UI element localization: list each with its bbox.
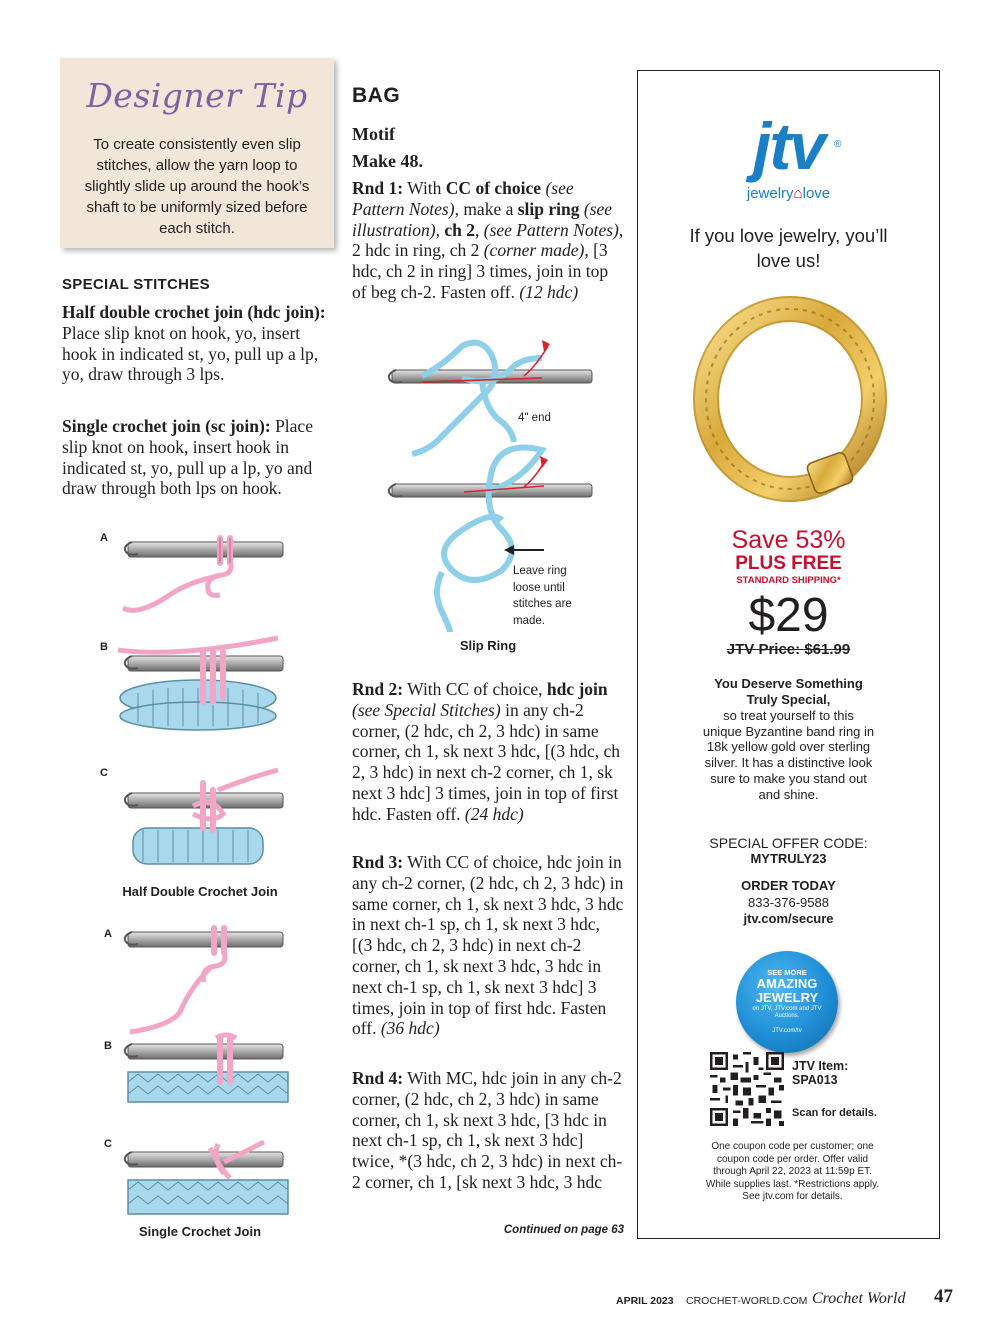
rnd4-label: Rnd 4: — [352, 1068, 404, 1088]
round-3-instructions — [352, 852, 624, 1039]
slip-ring-end-note: 4" end — [518, 412, 551, 424]
rnd1-bold: slip ring — [517, 198, 580, 219]
badge-sub: on JTV, JTV.com and JTV Auctions. — [752, 1006, 822, 1019]
hdc-join-caption: Half Double Crochet Join — [122, 884, 278, 899]
hdc-step-b-label: B — [100, 641, 108, 653]
jtv-item-heading: JTV Item: — [792, 1059, 849, 1073]
round-2-instructions — [352, 679, 624, 825]
free-shipping: STANDARD SHIPPING* — [736, 575, 841, 586]
rnd1-stitch-count: (12 hdc) — [519, 281, 579, 302]
order-today: ORDER TODAY — [741, 878, 836, 893]
sc-join-term: Single crochet join (sc join): — [62, 416, 271, 436]
rnd2-label: Rnd 2: — [352, 679, 404, 699]
rnd2-text: With CC of choice, — [403, 679, 547, 699]
ad-description: so treat yourself to this unique Byzantine band ring in 18k yellow gold over sterling silver. It has a distinctive look sure to make you stand out and shine. — [702, 708, 875, 802]
hdc-join-text: Place slip knot on hook, yo, insert hook in indicated st, yo, pull up a lp, yo, draw through 3 lps. — [62, 322, 319, 385]
rnd1-label: Rnd 1: — [352, 178, 404, 198]
sc-join-definition — [62, 416, 338, 499]
sc-step-b-label: B — [104, 1040, 112, 1052]
heart-icon: ⌂ — [793, 185, 803, 202]
designer-tip-title: Designer Tip — [86, 76, 308, 115]
rnd4-text: With MC, hdc join in any ch-2 corner, (2 hdc, ch 2, 3 hdc) in same corner, ch 1, sk next 3 hdc, [3 hdc in next ch-1 sp, ch 1, sk next 3 hdc] twice, *(3 hdc, ch 2, 3 hdc) in next ch-2 corner, ch 1, [sk next 3 hdc, 3 hdc — [352, 1068, 623, 1192]
rnd1-italic: (see illustration) — [352, 198, 613, 240]
sc-step-c-label: C — [104, 1138, 112, 1150]
ad-deserve-line: You Deserve Something Truly Special, — [714, 676, 863, 707]
rnd3-label: Rnd 3: — [352, 852, 404, 872]
rnd1-text: , make a — [454, 198, 518, 219]
hdc-step-b-illustration — [118, 638, 283, 730]
tagline-love: love — [802, 185, 831, 202]
rnd1-bold: CC of choice — [445, 178, 542, 198]
badge-main: AMAZING JEWELRY — [755, 976, 819, 1005]
hdc-join-definition — [62, 302, 338, 385]
rnd2-italic: (see Special Stitches) — [352, 699, 501, 720]
round-4-instructions — [352, 1068, 624, 1193]
scan-instruction: Scan for details. — [792, 1107, 877, 1119]
offer-code-label: SPECIAL OFFER CODE: — [709, 835, 868, 851]
rnd3-text: With CC of choice, hdc join in any ch-2 corner, (2 hdc, ch 2, 3 hdc) in same corner, ch 1, sk next 3 hdc, 3 hdc in next ch-1 sp, ch 1, sk next 3 hdc, [(3 hdc, ch 2, 3 hdc) in next ch-2 corner, ch 1, sk next 3 hdc, 3 hdc in next ch-1 sp, ch 1, sk next 3 hdc] 3 times, join in top of first hdc. Fasten off. — [352, 852, 624, 1039]
make-count: Make 48. — [352, 151, 423, 171]
ad-headline: If you love jewelry, you’ll love us! — [689, 225, 888, 271]
qr-code[interactable] — [710, 1052, 784, 1126]
designer-tip-text: To create consistently even slip stitches, allow the yarn loop to slightly slide up around the hook’s shaft to be uniformly sized before each stitch. — [84, 136, 310, 237]
jtv-tagline — [638, 185, 939, 202]
rnd3-stitch-count: (36 hdc) — [380, 1018, 440, 1039]
tagline-jewelry: jewelry — [746, 185, 794, 202]
gold-ring-image — [690, 289, 890, 509]
rnd1-italic: (see Pattern Notes) — [483, 219, 619, 240]
registered-mark: ® — [834, 139, 842, 150]
save-percent: Save 53% — [731, 526, 846, 554]
plus-free: PLUS FREE — [735, 553, 842, 574]
rnd1-italic: (corner made) — [483, 240, 585, 261]
jtv-item-code: SPA013 — [792, 1073, 838, 1087]
rnd1-italic: (see Pattern Notes) — [352, 178, 574, 219]
footer-issue-date: APRIL 2023 — [616, 1295, 674, 1307]
bag-heading: BAG — [352, 84, 401, 107]
order-phone[interactable]: 833-376-9588 — [748, 895, 829, 910]
sale-price: $29 — [748, 589, 829, 642]
rnd1-text: With — [403, 178, 446, 198]
jtv-item-label — [792, 1059, 848, 1087]
motif-heading: Motif — [352, 124, 395, 144]
continued-note: Continued on page 63 — [503, 1224, 624, 1236]
rnd2-stitch-count: (24 hdc) — [464, 803, 524, 824]
sc-step-c-illustration — [125, 1142, 288, 1214]
rnd1-text: , 2 hdc in ring, ch 2 — [352, 219, 624, 261]
rnd1-bold: ch 2 — [444, 219, 475, 240]
hdc-step-c-illustration — [125, 770, 283, 864]
round-1-instructions — [352, 178, 624, 303]
badge-url: JTV.com/tv — [772, 1028, 802, 1034]
hdc-join-diagram — [98, 528, 298, 878]
slip-ring-loose-note: Leave ring loose until stitches are made. — [513, 565, 572, 627]
see-more-badge[interactable] — [736, 951, 838, 1053]
sc-step-a-label: A — [104, 928, 112, 940]
footer-magazine-title: Crochet World — [812, 1290, 906, 1307]
sc-join-text: Place slip knot on hook, insert hook in indicated st, yo, pull up a lp, yo and draw through both lps on hook. — [62, 416, 313, 499]
page-number: 47 — [934, 1286, 953, 1307]
rnd2-text: in any ch-2 corner, (2 hdc, ch 2, 3 hdc) in same corner, ch 1, sk next 3 hdc, [(3 hdc, ch 2, 3 hdc) in next ch-2 corner, ch 1, sk next 3 hdc] 3 times, join in top of first hdc. Fasten off. — [352, 699, 621, 824]
sc-step-a-illustration — [125, 928, 283, 1032]
special-stitches-heading: SPECIAL STITCHES — [62, 276, 210, 293]
jtv-logo: jtv — [752, 109, 825, 183]
designer-tip-box — [60, 58, 334, 248]
hdc-step-a-label: A — [100, 532, 108, 544]
slip-ring-step-1-illustration — [389, 340, 592, 454]
rnd2-bold: hdc join — [546, 679, 608, 699]
badge-top: SEE MORE — [767, 968, 807, 977]
hdc-join-term: Half double crochet join (hdc join): — [62, 302, 326, 322]
jtv-advertisement[interactable] — [637, 70, 940, 1239]
hdc-step-a-illustration — [123, 538, 283, 610]
slip-ring-caption: Slip Ring — [459, 638, 517, 653]
rnd1-text: , — [475, 219, 484, 240]
offer-code: MYTRULY23 — [750, 851, 827, 866]
original-price: JTV Price: $61.99 — [726, 641, 851, 658]
sc-join-caption: Single Crochet Join — [138, 1224, 262, 1239]
ad-fine-print: One coupon code per customer; one coupon code per order. Offer valid through April 22, 2023 at 11:59p ET. While supplies last. *Restrictions apply. See jtv.com for details. — [705, 1141, 880, 1202]
footer-website: CROCHET-WORLD.COM — [686, 1295, 808, 1307]
hdc-step-c-label: C — [100, 767, 108, 779]
order-website-link[interactable]: jtv.com/secure — [743, 911, 834, 926]
sc-step-b-illustration — [125, 1035, 288, 1102]
sc-join-diagram — [98, 922, 298, 1222]
rnd1-text: , — [435, 219, 445, 240]
rnd1-text: , [3 hdc, ch 2 in ring] 3 times, join in top of beg ch-2. Fasten off. — [352, 240, 609, 302]
